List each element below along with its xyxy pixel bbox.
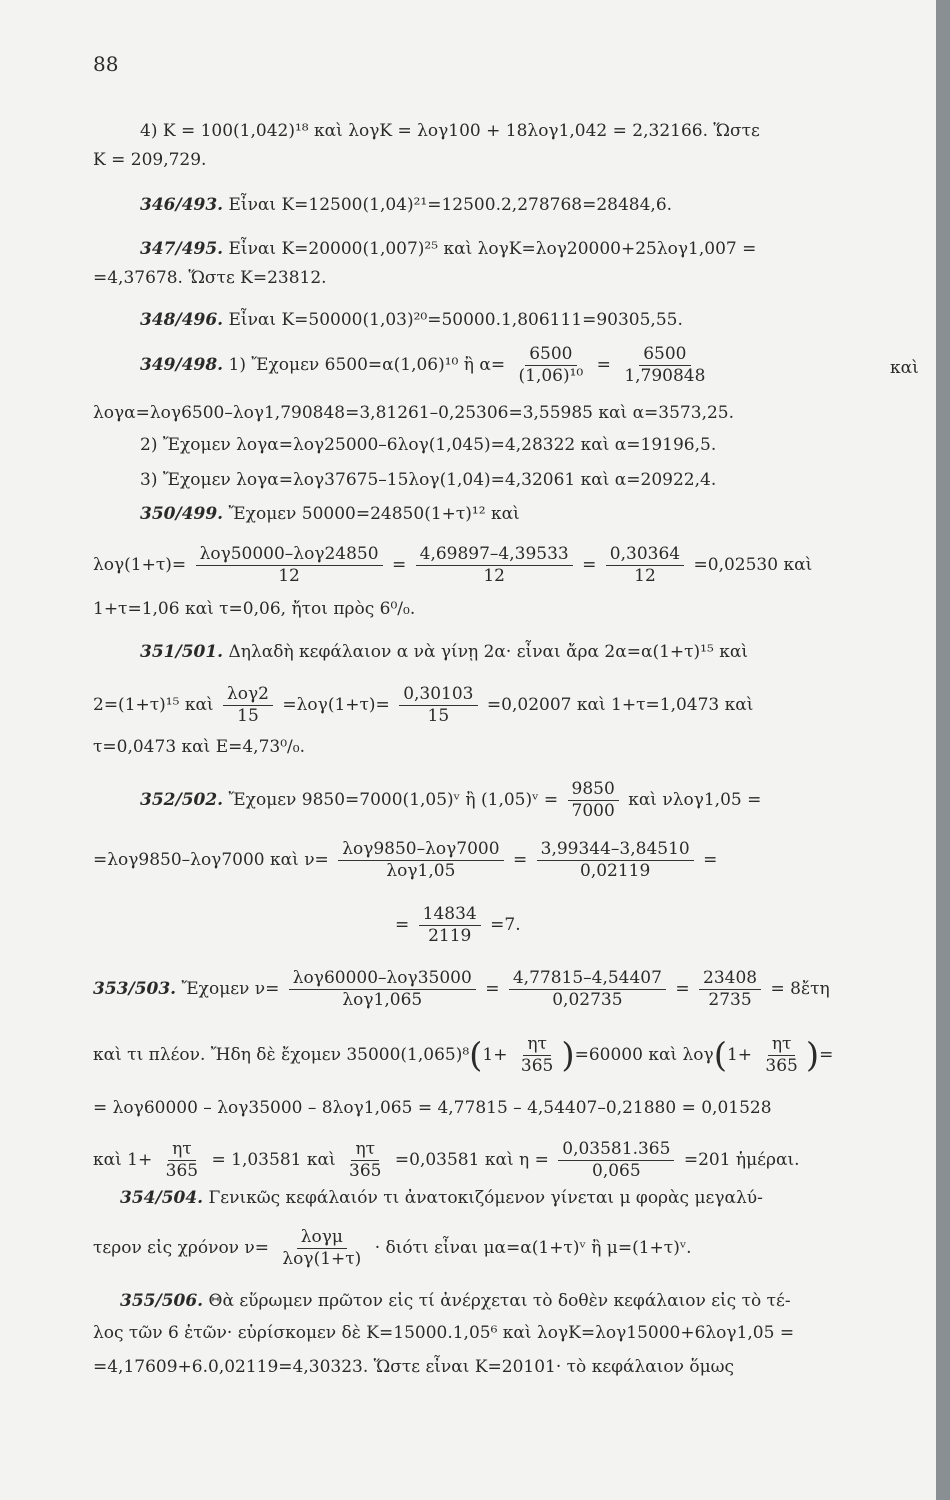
equals-sign: = bbox=[391, 555, 407, 575]
numerator: 3,99344–3,84510 bbox=[537, 840, 694, 861]
denominator: 365 bbox=[765, 1056, 798, 1076]
problem-number: 352/502. bbox=[140, 790, 224, 810]
line-text: Δηλαδὴ κεφάλαιον α νὰ γίνῃ 2α· εἶναι ἄρα 2α=α(1+τ)¹⁵ καὶ bbox=[228, 642, 748, 662]
problem-number: 349/498. bbox=[140, 355, 224, 375]
line-text: =201 ἡμέραι. bbox=[683, 1150, 800, 1170]
line-text: 2) Ἔχομεν λογα=λογ25000–6λογ(1,045)=4,28322 καὶ α=19196,5. bbox=[140, 435, 717, 455]
numerator: ητ bbox=[523, 1035, 551, 1056]
problem-line bbox=[140, 641, 748, 663]
equation-line bbox=[93, 685, 753, 726]
line-text: =4,17609+6.0,02119=4,30323. Ὥστε εἶναι Κ=20101· τὸ κεφάλαιον ὅμως bbox=[93, 1357, 735, 1377]
numerator: ητ bbox=[351, 1140, 379, 1161]
equation-line bbox=[93, 545, 812, 586]
denominator: 0,065 bbox=[592, 1161, 641, 1181]
fraction bbox=[162, 1140, 202, 1181]
page-number: 88 bbox=[93, 52, 119, 76]
fraction bbox=[537, 840, 694, 881]
fraction bbox=[558, 1140, 674, 1181]
line-text: λογα=λογ6500–λογ1,790848=3,81261–0,25306=3,55985 καὶ α=3573,25. bbox=[93, 403, 735, 423]
numerator: 14834 bbox=[419, 905, 481, 926]
denominator: 12 bbox=[278, 566, 300, 586]
line-text: = 1,03581 καὶ bbox=[211, 1150, 336, 1170]
page-edge-shadow bbox=[936, 0, 950, 1500]
equation-line bbox=[93, 840, 717, 881]
line-text: λος τῶν 6 ἐτῶν· εὑρίσκομεν δὲ Κ=15000.1,05⁶ καὶ λογΚ=λογ15000+6λογ1,05 = bbox=[93, 1323, 795, 1343]
numerator: λογ2 bbox=[223, 685, 273, 706]
text-line bbox=[93, 598, 415, 620]
numerator: ητ bbox=[768, 1035, 796, 1056]
fraction bbox=[761, 1035, 801, 1076]
problem-line bbox=[140, 345, 713, 386]
denominator: 12 bbox=[634, 566, 656, 586]
numerator: λογ50000–λογ24850 bbox=[196, 545, 383, 566]
problem-line bbox=[140, 309, 683, 331]
text-line bbox=[140, 469, 716, 491]
line-text: Ἔχομεν ν= bbox=[181, 979, 280, 999]
fraction bbox=[416, 545, 573, 586]
fraction bbox=[278, 1228, 365, 1269]
fraction bbox=[606, 545, 684, 586]
numerator: 9850 bbox=[568, 780, 619, 801]
line-text: =λογ(1+τ)= bbox=[282, 695, 390, 715]
numerator: 0,30364 bbox=[606, 545, 684, 566]
problem-number: 350/499. bbox=[140, 504, 224, 524]
problem-number: 353/503. bbox=[93, 979, 177, 999]
text-line bbox=[140, 120, 760, 142]
denominator: 12 bbox=[483, 566, 505, 586]
denominator: λογ1,065 bbox=[342, 990, 423, 1010]
line-text: Εἶναι Κ=50000(1,03)²⁰=50000.1,806111=90305,55. bbox=[228, 310, 683, 330]
line-text: = λογ60000 – λογ35000 – 8λογ1,065 = 4,77815 – 4,54407–0,21880 = 0,01528 bbox=[93, 1098, 772, 1118]
line-text: 1+τ=1,06 καὶ τ=0,06, ἤτοι πρὸς 6⁰/₀. bbox=[93, 599, 416, 619]
numerator: 4,77815–4,54407 bbox=[509, 969, 666, 990]
problem-line bbox=[140, 194, 672, 216]
left-paren: ( bbox=[713, 1035, 727, 1076]
text-line bbox=[93, 1322, 794, 1344]
line-text: 1+ bbox=[726, 1045, 753, 1065]
fraction bbox=[568, 780, 619, 821]
denominator: 2735 bbox=[708, 990, 752, 1010]
fraction bbox=[345, 1140, 385, 1181]
text-line bbox=[93, 402, 734, 424]
problem-line bbox=[140, 503, 520, 525]
line-text: =0,03581 καὶ η = bbox=[394, 1150, 549, 1170]
numerator: λογ9850–λογ7000 bbox=[338, 840, 503, 861]
line-text: τ=0,0473 καὶ Ε=4,73⁰/₀. bbox=[93, 737, 305, 757]
problem-line bbox=[140, 780, 761, 821]
line-text: 2=(1+τ)¹⁵ καὶ bbox=[93, 695, 214, 715]
numerator: ητ bbox=[168, 1140, 196, 1161]
equals-sign: = bbox=[485, 979, 500, 999]
equals-sign: = bbox=[512, 850, 528, 870]
equals-sign: = bbox=[395, 915, 410, 935]
denominator: 15 bbox=[237, 706, 259, 726]
line-text: καὶ 1+ bbox=[93, 1150, 153, 1170]
line-text: =60000 καὶ λογ bbox=[574, 1045, 714, 1065]
fraction bbox=[509, 969, 666, 1010]
line-text: Κ = 209,729. bbox=[93, 150, 207, 170]
equals-sign: = bbox=[675, 979, 690, 999]
equals-sign: = bbox=[596, 355, 611, 375]
text-line bbox=[93, 1356, 734, 1378]
numerator: 0,30103 bbox=[399, 685, 477, 706]
fraction bbox=[289, 969, 476, 1010]
line-text: 3) Ἔχομεν λογα=λογ37675–15λογ(1,04)=4,32061 καὶ α=20922,4. bbox=[140, 470, 717, 490]
fraction bbox=[620, 345, 709, 386]
text-line bbox=[93, 1097, 772, 1119]
line-text: 1) Ἔχομεν 6500=α(1,06)¹⁰ ἢ α= bbox=[228, 355, 506, 375]
equation-line bbox=[93, 1228, 692, 1269]
line-text: Ἔχομεν 50000=24850(1+τ)¹² καὶ bbox=[228, 504, 520, 524]
right-paren: ) bbox=[805, 1035, 820, 1076]
text-line bbox=[93, 736, 305, 758]
fraction bbox=[338, 840, 503, 881]
equals-sign: = bbox=[582, 555, 597, 575]
denominator: 0,02119 bbox=[580, 861, 651, 881]
problem-number: 351/501. bbox=[140, 642, 224, 662]
line-text: Γενικῶς κεφάλαιόν τι ἀνατοκιζόμενον γίνεται μ φορὰς μεγαλύ- bbox=[208, 1188, 763, 1208]
problem-line bbox=[140, 238, 756, 260]
text-line bbox=[93, 267, 327, 289]
numerator: 6500 bbox=[639, 345, 690, 366]
line-text: Εἶναι Κ=12500(1,04)²¹=12500.2,278768=28484,6. bbox=[228, 195, 673, 215]
line-text: = 8ἔτη bbox=[770, 979, 830, 999]
problem-line bbox=[120, 1187, 763, 1209]
denominator: 15 bbox=[427, 706, 450, 726]
line-text: =λογ9850–λογ7000 καὶ ν= bbox=[93, 850, 329, 870]
line-text: τερον εἰς χρόνον ν= bbox=[93, 1238, 269, 1258]
denominator: 2119 bbox=[428, 926, 472, 946]
fraction bbox=[196, 545, 383, 586]
line-text: =0,02530 καὶ bbox=[693, 555, 813, 575]
line-text: =0,02007 καὶ 1+τ=1,0473 καὶ bbox=[486, 695, 754, 715]
equation-line bbox=[93, 1035, 833, 1076]
denominator: λογ(1+τ) bbox=[282, 1249, 362, 1269]
left-paren: ( bbox=[469, 1035, 483, 1076]
problem-number: 348/496. bbox=[140, 310, 224, 330]
problem-number: 347/495. bbox=[140, 239, 224, 259]
text-line bbox=[140, 434, 716, 456]
denominator: 7000 bbox=[571, 801, 615, 821]
fraction bbox=[419, 905, 481, 946]
denominator: (1,06)¹⁰ bbox=[518, 366, 584, 386]
line-text: καὶ νλογ1,05 = bbox=[628, 790, 762, 810]
problem-line bbox=[120, 1290, 791, 1312]
fraction bbox=[699, 969, 761, 1010]
right-paren: ) bbox=[561, 1035, 575, 1076]
numerator: λογ60000–λογ35000 bbox=[289, 969, 476, 990]
denominator: 365 bbox=[349, 1161, 382, 1181]
equation-line bbox=[93, 1140, 800, 1181]
numerator: 0,03581.365 bbox=[558, 1140, 674, 1161]
numerator: 4,69897–4,39533 bbox=[416, 545, 573, 566]
line-text: Θὰ εὕρωμεν πρῶτον εἰς τί ἀνέρχεται τὸ δοθὲν κεφάλαιον εἰς τὸ τέ- bbox=[208, 1291, 791, 1311]
denominator: λογ1,05 bbox=[386, 861, 456, 881]
line-text: · διότι εἶναι μα=α(1+τ)ᵛ ἢ μ=(1+τ)ᵛ. bbox=[374, 1238, 692, 1258]
fraction bbox=[515, 345, 588, 386]
line-text: 4) Κ = 100(1,042)¹⁸ καὶ λογΚ = λογ100 + 18λογ1,042 = 2,32166. Ὥστε bbox=[140, 121, 760, 141]
line-text: Εἶναι Κ=20000(1,007)²⁵ καὶ λογΚ=λογ20000+25λογ1,007 = bbox=[228, 239, 757, 259]
numerator: 23408 bbox=[699, 969, 761, 990]
line-text: Ἔχομεν 9850=7000(1,05)ᵛ ἢ (1,05)ᵛ = bbox=[228, 790, 559, 810]
fraction bbox=[399, 685, 477, 726]
equation-line bbox=[395, 905, 521, 946]
problem-number: 354/504. bbox=[120, 1188, 204, 1208]
denominator: 0,02735 bbox=[552, 990, 623, 1010]
word-kai: καὶ bbox=[890, 358, 919, 378]
text-line bbox=[93, 149, 206, 171]
numerator: λογμ bbox=[297, 1228, 347, 1249]
problem-number: 355/506. bbox=[120, 1291, 204, 1311]
line-text: =4,37678. Ὥστε Κ=23812. bbox=[93, 268, 327, 288]
line-text: καὶ τι πλέον. Ἤδη δὲ ἔχομεν 35000(1,065)⁸ bbox=[93, 1045, 470, 1065]
denominator: 365 bbox=[520, 1056, 554, 1076]
line-text: 1+ bbox=[482, 1045, 508, 1065]
problem-line bbox=[93, 969, 830, 1010]
line-text: =7. bbox=[490, 915, 521, 935]
fraction bbox=[517, 1035, 557, 1076]
equals-sign: = bbox=[819, 1045, 834, 1065]
equals-sign: = bbox=[703, 850, 718, 870]
problem-number: 346/493. bbox=[140, 195, 224, 215]
fraction bbox=[223, 685, 273, 726]
numerator: 6500 bbox=[525, 345, 576, 366]
line-text: λογ(1+τ)= bbox=[93, 555, 187, 575]
denominator: 365 bbox=[165, 1161, 199, 1181]
denominator: 1,790848 bbox=[624, 366, 706, 386]
